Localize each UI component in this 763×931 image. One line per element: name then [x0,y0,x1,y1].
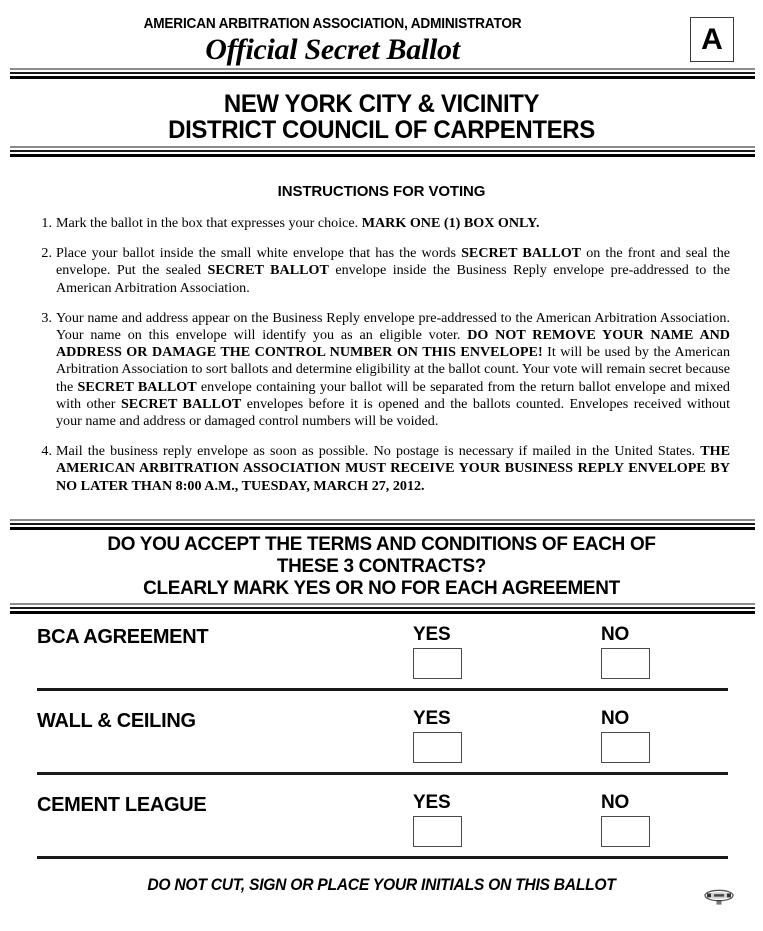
ballot-question-line1: DO YOU ACCEPT THE TERMS AND CONDITIONS OF EACH OF [107,533,656,555]
yes-option-label: YES [413,792,451,813]
instruction-run: Mail the business reply envelope as soon as possible. No postage is necessary if mailed in the United States. [56,443,701,460]
vote-row-separator [37,772,728,775]
yes-option [404,792,494,847]
no-option-label: NO [601,792,630,813]
contract-name: BCA AGREEMENT [37,626,209,648]
contract-name: CEMENT LEAGUE [37,794,207,816]
yes-option-checkbox[interactable] [413,816,462,847]
instruction-item [36,215,730,232]
no-option-checkbox[interactable] [601,816,650,847]
yes-option-checkbox[interactable] [413,732,462,763]
no-option [592,708,682,763]
instruction-number: 4. [41,443,52,460]
divider-above-question [10,519,755,530]
instruction-emphasis: SECRET BALLOT [77,378,197,395]
vote-row [0,614,763,698]
instruction-text [56,245,730,295]
vote-row [0,698,763,782]
yes-option [404,708,494,763]
no-option [592,624,682,679]
instruction-emphasis: SECRET BALLOT [207,262,329,279]
organization-title [15,91,747,143]
instruction-item [36,443,730,495]
yes-option [404,624,494,679]
instruction-emphasis: DO NOT REMOVE YOUR NAME AND ADDRESS OR DAMAGE THE CONTROL NUMBER ON THIS ENVELOPE! [56,327,730,361]
contract-name: WALL & CEILING [37,710,196,732]
ballot-question [11,533,751,599]
no-option-checkbox[interactable] [601,732,650,763]
no-option [592,792,682,847]
administrator-line: AMERICAN ARBITRATION ASSOCIATION, ADMINISTRATOR [143,16,522,32]
yes-option-label: YES [413,624,451,645]
organization-title-line1: NEW YORK CITY & VICINITY [223,90,540,118]
instruction-text [56,443,730,493]
instruction-run: It will be used by the American Arbitration Association to sort ballots and determine eligibility at the ballot count. Your vote will remain secret because the [56,344,730,395]
instruction-run: envelope containing your ballot will be separated from the return ballot envelope and mixed with other [56,378,730,412]
ballot-question-line2: THESE 3 CONTRACTS? [276,555,487,577]
instruction-run: envelope inside the Business Reply envelope pre-addressed to the American Arbitration Association. [56,262,730,296]
vote-row-separator [37,856,728,859]
yes-option-checkbox[interactable] [413,648,462,679]
instruction-run: envelopes before it is opened and the ballots counted. Envelopes received without your name and address or damaged control numbers will be voided. [56,395,730,430]
union-label-bug-icon [700,888,738,906]
page-title: Official Secret Ballot [205,33,460,66]
yes-option-label: YES [413,708,451,729]
instruction-emphasis: THE AMERICAN ARBITRATION ASSOCIATION MUST RECEIVE YOUR BUSINESS REPLY ENVELOPE BY NO LATER THAN 8:00 A.M., TUESDAY, MARCH 27, 2012. [56,443,730,494]
instruction-text [56,215,540,231]
instruction-number: 2. [41,245,52,262]
instruction-run: Place your ballot inside the small white envelope that has the words [56,245,462,262]
no-option-label: NO [601,708,630,729]
no-option-label: NO [601,624,630,645]
organization-title-line2: DISTRICT COUNCIL OF CARPENTERS [168,116,595,144]
instruction-run: Mark the ballot in the box that expresses your choice. [56,215,362,231]
divider-below-question [10,603,755,614]
instruction-run: Your name and address appear on the Business Reply envelope pre-addressed to the American Arbitration Association. Your name on this envelope will identify you as an eligible voter. [56,309,730,344]
instruction-item [36,245,730,297]
divider-under-organization [10,146,755,157]
instruction-number: 1. [41,215,52,231]
vote-row [0,782,763,866]
ballot-question-line3: CLEARLY MARK YES OR NO FOR EACH AGREEMENT [143,577,620,599]
instructions-heading: INSTRUCTIONS FOR VOTING [277,183,486,200]
instruction-run: on the front and seal the envelope. Put the sealed [56,245,730,279]
instruction-number: 3. [41,309,52,326]
no-option-checkbox[interactable] [601,648,650,679]
footer-note: DO NOT CUT, SIGN OR PLACE YOUR INITIALS ON THIS BALLOT [147,876,616,894]
instruction-text [56,310,730,429]
instructions-list [36,215,730,508]
instruction-emphasis: SECRET BALLOT [461,245,582,262]
divider-top [10,68,755,79]
ballot-code-badge: A [690,17,734,62]
instruction-emphasis: SECRET BALLOT [120,395,242,412]
instruction-item [36,310,730,430]
instruction-emphasis: MARK ONE (1) BOX ONLY. [361,215,540,231]
vote-row-separator [37,688,728,691]
